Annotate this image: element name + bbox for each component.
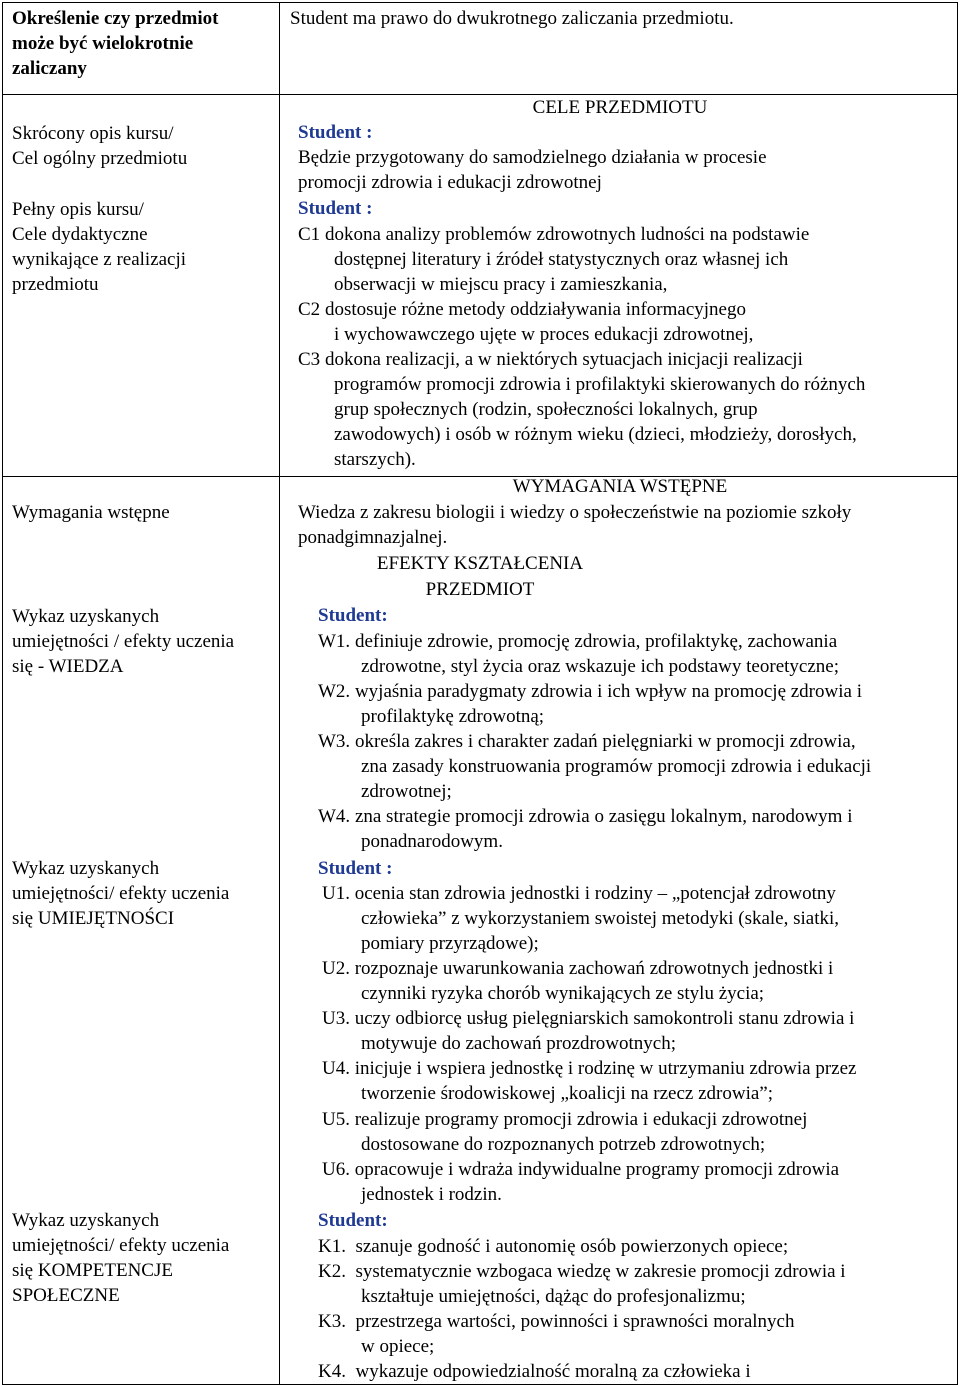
efekty-heading: EFEKTY KSZTAŁCENIA: [376, 553, 584, 574]
cel-text: dostępnej literatury i źródeł statystycznych oraz własnej ich: [334, 249, 789, 270]
label-wielokrotnie: [12, 6, 274, 81]
efekt-text: człowieka” z wykorzystaniem swoistej metodyki (skale, siatki,: [361, 908, 840, 929]
efekt-text: rozpoznaje uwarunkowania zachowań zdrowotnych jednostki i: [354, 958, 834, 979]
cel-ogolny-line: promocji zdrowia i edukacji zdrowotnej: [298, 172, 602, 193]
student-label: Student:: [318, 605, 388, 626]
cel-text: obserwacji w miejscu pracy i zamieszkania,: [334, 274, 668, 295]
label-line: Wykaz uzyskanych: [12, 606, 160, 627]
efekt-text: wyjaśnia paradygmaty zdrowia i ich wpływ na promocję zdrowia i: [354, 681, 862, 702]
efekt-text: realizuje programy promocji zdrowia i edukacji zdrowotnej: [354, 1109, 808, 1130]
efekt-text: tworzenie środowiskowej „koalicji na rzecz zdrowia”;: [361, 1083, 774, 1104]
efekt-code: U6.: [322, 1159, 350, 1180]
efekt-u2: [322, 956, 833, 981]
label-line: Pełny opis kursu/: [12, 199, 144, 220]
efekt-text: szanuje godność i autonomię osób powierzonych opiece;: [355, 1236, 789, 1257]
efekt-k3: [318, 1309, 794, 1334]
efekty-heading: PRZEDMIOT: [425, 579, 535, 600]
cel-code: C3: [298, 349, 321, 370]
label-pelny-opis: [12, 197, 274, 297]
efekt-u1: [322, 881, 836, 906]
wielokrotnie-text: Student ma prawo do dwukrotnego zaliczania przedmiotu.: [290, 8, 734, 29]
cel-item-c1: [298, 222, 809, 247]
cel-text: dokona realizacji, a w niektórych sytuacjach inicjacji realizacji: [324, 349, 803, 370]
efekt-code: W4.: [318, 806, 351, 827]
efekt-text: systematycznie wzbogaca wiedzę w zakresie promocji zdrowia i: [355, 1261, 846, 1282]
cel-text: starszych).: [334, 449, 416, 470]
label-wymagania: [12, 500, 274, 525]
cel-text: i wychowawczego ujęte w proces edukacji zdrowotnej,: [334, 324, 754, 345]
label-line: SPOŁECZNE: [12, 1285, 120, 1306]
efekt-text: inicjuje i wspiera jednostkę i rodzinę w utrzymaniu zdrowia przez: [354, 1058, 857, 1079]
label-wiedza: [12, 604, 274, 679]
label-line: umiejętności/ efekty uczenia: [12, 883, 230, 904]
wymagania-line: ponadgimnazjalnej.: [298, 527, 448, 548]
efekt-k1: [318, 1234, 788, 1259]
efekt-text: przestrzega wartości, powinności i sprawności moralnych: [355, 1311, 795, 1332]
efekt-text: zna zasady konstruowania programów promocji zdrowia i edukacji: [361, 756, 872, 777]
cel-text: dokona analizy problemów zdrowotnych ludności na podstawie: [324, 224, 810, 245]
efekt-code: U5.: [322, 1109, 350, 1130]
column-divider: [279, 2, 280, 1385]
label-line: Cel ogólny przedmiotu: [12, 148, 188, 169]
label-line: Określenie czy przedmiot: [12, 8, 219, 29]
cele-heading: CELE PRZEDMIOTU: [532, 97, 708, 118]
efekt-k2: [318, 1259, 846, 1284]
label-line: Cele dydaktyczne: [12, 224, 148, 245]
efekt-text: ocenia stan zdrowia jednostki i rodziny – „potencjał zdrowotny: [354, 883, 836, 904]
efekt-code: K2.: [318, 1261, 346, 1282]
cel-code: C1: [298, 224, 321, 245]
label-line: może być wielokrotnie: [12, 33, 194, 54]
cel-code: C2: [298, 299, 321, 320]
label-line: zaliczany: [12, 58, 87, 79]
efekt-code: W2.: [318, 681, 351, 702]
label-line: umiejętności/ efekty uczenia: [12, 1235, 230, 1256]
efekt-code: K4.: [318, 1361, 346, 1382]
label-line: się KOMPETENCJE: [12, 1260, 173, 1281]
efekt-u3: [322, 1006, 854, 1031]
label-skrocony-opis: [12, 121, 274, 171]
efekt-text: opracowuje i wdraża indywidualne programy promocji zdrowia: [354, 1159, 840, 1180]
efekt-k4: [318, 1359, 751, 1384]
label-line: przedmiotu: [12, 274, 99, 295]
efekt-text: pomiary przyrządowe);: [361, 933, 539, 954]
efekt-w1: [318, 629, 837, 654]
label-line: Wykaz uzyskanych: [12, 858, 160, 879]
efekt-code: K3.: [318, 1311, 346, 1332]
efekt-text: wykazuje odpowiedzialność moralną za człowieka i: [355, 1361, 751, 1382]
efekt-w3: [318, 729, 856, 754]
cel-item-c2: [298, 297, 746, 322]
cel-ogolny-line: Będzie przygotowany do samodzielnego działania w procesie: [298, 147, 767, 168]
cel-item-c3: [298, 347, 803, 372]
efekt-u5: [322, 1107, 807, 1132]
efekt-text: kształtuje umiejętności, dążąc do profesjonalizmu;: [361, 1286, 746, 1307]
student-label: Student :: [318, 858, 393, 879]
efekt-text: definiuje zdrowie, promocję zdrowia, profilaktykę, zachowania: [354, 631, 838, 652]
efekt-text: zna strategie promocji zdrowia o zasięgu lokalnym, narodowym i: [354, 806, 853, 827]
efekt-text: motywuje do zachowań prozdrowotnych;: [361, 1033, 676, 1054]
efekt-code: U2.: [322, 958, 350, 979]
efekt-text: określa zakres i charakter zadań pielęgniarki w promocji zdrowia,: [354, 731, 856, 752]
student-label: Student:: [318, 1210, 388, 1231]
efekt-w2: [318, 679, 862, 704]
label-line: Wykaz uzyskanych: [12, 1210, 160, 1231]
student-label: Student :: [298, 122, 373, 143]
efekt-text: zdrowotne, styl życia oraz wskazuje ich podstawy teoretyczne;: [361, 656, 839, 677]
efekt-code: U3.: [322, 1008, 350, 1029]
label-umiejetnosci: [12, 856, 274, 931]
label-line: się - WIEDZA: [12, 656, 124, 677]
cel-text: dostosuje różne metody oddziaływania informacyjnego: [324, 299, 746, 320]
efekt-u4: [322, 1056, 856, 1081]
efekt-text: czynniki ryzyka chorób wynikających ze stylu życia;: [361, 983, 765, 1004]
efekt-code: W1.: [318, 631, 351, 652]
wymagania-line: Wiedza z zakresu biologii i wiedzy o społeczeństwie na poziomie szkoły: [298, 502, 852, 523]
label-line: się UMIEJĘTNOŚCI: [12, 908, 175, 929]
efekt-u6: [322, 1157, 839, 1182]
efekt-code: U1.: [322, 883, 350, 904]
efekt-w4: [318, 804, 852, 829]
student-label: Student :: [298, 198, 373, 219]
efekt-text: w opiece;: [361, 1336, 435, 1357]
label-line: umiejętności / efekty uczenia: [12, 631, 235, 652]
cel-text: zawodowych) i osób w różnym wieku (dzieci, młodzieży, dorosłych,: [334, 424, 857, 445]
efekt-text: profilaktykę zdrowotną;: [361, 706, 545, 727]
efekt-text: jednostek i rodzin.: [361, 1184, 502, 1205]
label-line: Skrócony opis kursu/: [12, 123, 174, 144]
efekt-code: U4.: [322, 1058, 350, 1079]
efekt-code: W3.: [318, 731, 351, 752]
cel-text: grup społecznych (rodzin, społeczności lokalnych, grup: [334, 399, 758, 420]
label-kompetencje: [12, 1208, 274, 1308]
efekt-text: zdrowotnej;: [361, 781, 452, 802]
label-line: wynikające z realizacji: [12, 249, 187, 270]
cel-text: programów promocji zdrowia i profilaktyki skierowanych do różnych: [334, 374, 866, 395]
efekt-text: uczy odbiorcę usług pielęgniarskich samokontroli stanu zdrowia i: [354, 1008, 855, 1029]
efekt-text: dostosowane do rozpoznanych potrzeb zdrowotnych;: [361, 1134, 766, 1155]
efekt-code: K1.: [318, 1236, 346, 1257]
efekt-text: ponadnarodowym.: [361, 831, 503, 852]
label-line: Wymagania wstępne: [12, 502, 170, 523]
wymagania-heading: WYMAGANIA WSTĘPNE: [512, 476, 728, 497]
